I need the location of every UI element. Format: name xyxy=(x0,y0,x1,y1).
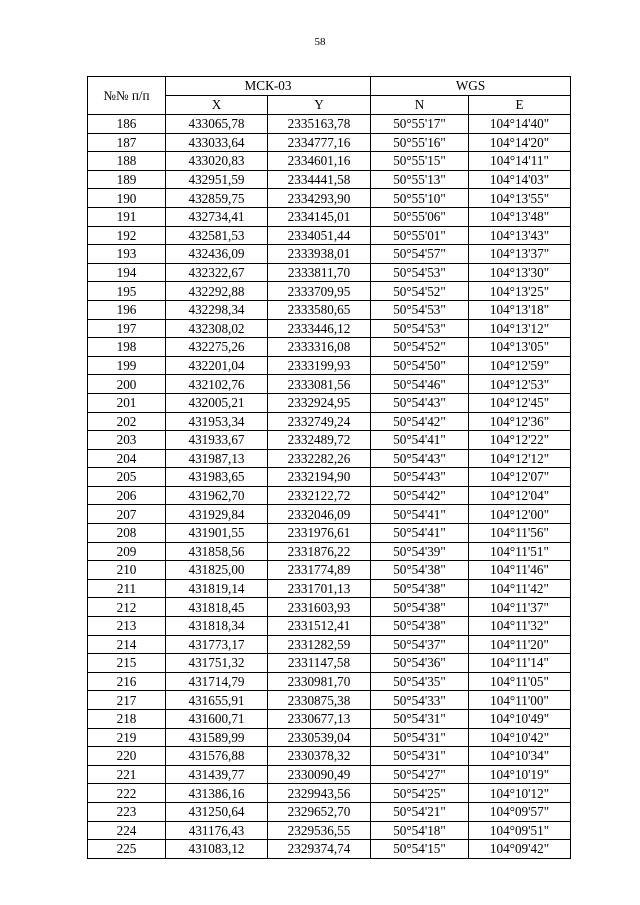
latitude-cell: 50°54'27" xyxy=(371,765,469,784)
longitude-cell: 104°14'20" xyxy=(469,133,571,152)
x-cell: 431250,64 xyxy=(166,802,268,821)
x-cell: 431714,79 xyxy=(166,672,268,691)
y-cell: 2331774,89 xyxy=(268,561,371,580)
table-row xyxy=(88,319,571,338)
table-row xyxy=(88,152,571,171)
x-cell: 432308,02 xyxy=(166,319,268,338)
y-cell: 2332194,90 xyxy=(268,468,371,487)
table-row xyxy=(88,115,571,134)
latitude-cell: 50°54'38" xyxy=(371,598,469,617)
point-number-cell: 219 xyxy=(88,728,166,747)
y-cell: 2331603,93 xyxy=(268,598,371,617)
longitude-cell: 104°13'30" xyxy=(469,263,571,282)
table-row xyxy=(88,226,571,245)
latitude-cell: 50°54'37" xyxy=(371,635,469,654)
y-cell: 2333081,56 xyxy=(268,375,371,394)
point-number-cell: 203 xyxy=(88,431,166,450)
x-cell: 431929,84 xyxy=(166,505,268,524)
x-cell: 431987,13 xyxy=(166,449,268,468)
latitude-cell: 50°54'50" xyxy=(371,356,469,375)
y-cell: 2335163,78 xyxy=(268,115,371,134)
longitude-cell: 104°13'12" xyxy=(469,319,571,338)
longitude-cell: 104°09'42" xyxy=(469,840,571,859)
x-cell: 431933,67 xyxy=(166,431,268,450)
y-cell: 2332749,24 xyxy=(268,412,371,431)
header-msk-group: МСК-03 xyxy=(166,77,371,96)
x-cell: 432102,76 xyxy=(166,375,268,394)
header-y: Y xyxy=(268,96,371,115)
longitude-cell: 104°14'03" xyxy=(469,170,571,189)
point-number-cell: 191 xyxy=(88,207,166,226)
y-cell: 2330875,38 xyxy=(268,691,371,710)
point-number-cell: 199 xyxy=(88,356,166,375)
latitude-cell: 50°54'43" xyxy=(371,449,469,468)
latitude-cell: 50°54'36" xyxy=(371,654,469,673)
point-number-cell: 210 xyxy=(88,561,166,580)
point-number-cell: 192 xyxy=(88,226,166,245)
y-cell: 2331876,22 xyxy=(268,542,371,561)
latitude-cell: 50°55'15" xyxy=(371,152,469,171)
latitude-cell: 50°54'52" xyxy=(371,338,469,357)
x-cell: 431818,45 xyxy=(166,598,268,617)
latitude-cell: 50°54'31" xyxy=(371,728,469,747)
y-cell: 2330981,70 xyxy=(268,672,371,691)
x-cell: 431386,16 xyxy=(166,784,268,803)
y-cell: 2333580,65 xyxy=(268,300,371,319)
table-row xyxy=(88,802,571,821)
point-number-cell: 217 xyxy=(88,691,166,710)
latitude-cell: 50°54'21" xyxy=(371,802,469,821)
longitude-cell: 104°11'14" xyxy=(469,654,571,673)
page-number: 58 xyxy=(314,36,326,48)
latitude-cell: 50°54'31" xyxy=(371,747,469,766)
longitude-cell: 104°11'37" xyxy=(469,598,571,617)
longitude-cell: 104°13'05" xyxy=(469,338,571,357)
latitude-cell: 50°55'06" xyxy=(371,207,469,226)
table-row xyxy=(88,375,571,394)
longitude-cell: 104°11'20" xyxy=(469,635,571,654)
point-number-cell: 222 xyxy=(88,784,166,803)
table-row xyxy=(88,338,571,357)
point-number-cell: 221 xyxy=(88,765,166,784)
longitude-cell: 104°13'37" xyxy=(469,245,571,264)
y-cell: 2329943,56 xyxy=(268,784,371,803)
x-cell: 431655,91 xyxy=(166,691,268,710)
longitude-cell: 104°09'57" xyxy=(469,802,571,821)
x-cell: 431953,34 xyxy=(166,412,268,431)
y-cell: 2330378,32 xyxy=(268,747,371,766)
table-row xyxy=(88,635,571,654)
y-cell: 2332489,72 xyxy=(268,431,371,450)
latitude-cell: 50°54'57" xyxy=(371,245,469,264)
longitude-cell: 104°11'51" xyxy=(469,542,571,561)
point-number-cell: 204 xyxy=(88,449,166,468)
table-row xyxy=(88,207,571,226)
table-row xyxy=(88,747,571,766)
table-row xyxy=(88,765,571,784)
table-row xyxy=(88,412,571,431)
x-cell: 431439,77 xyxy=(166,765,268,784)
x-cell: 432581,53 xyxy=(166,226,268,245)
table-row xyxy=(88,710,571,729)
header-n: N xyxy=(371,96,469,115)
point-number-cell: 190 xyxy=(88,189,166,208)
point-number-cell: 209 xyxy=(88,542,166,561)
longitude-cell: 104°10'12" xyxy=(469,784,571,803)
y-cell: 2333316,08 xyxy=(268,338,371,357)
x-cell: 431818,34 xyxy=(166,617,268,636)
latitude-cell: 50°54'42" xyxy=(371,412,469,431)
y-cell: 2334051,44 xyxy=(268,226,371,245)
point-number-cell: 196 xyxy=(88,300,166,319)
point-number-cell: 187 xyxy=(88,133,166,152)
x-cell: 432734,41 xyxy=(166,207,268,226)
point-number-cell: 205 xyxy=(88,468,166,487)
table-row xyxy=(88,189,571,208)
point-number-cell: 193 xyxy=(88,245,166,264)
longitude-cell: 104°11'42" xyxy=(469,579,571,598)
latitude-cell: 50°55'10" xyxy=(371,189,469,208)
latitude-cell: 50°55'17" xyxy=(371,115,469,134)
latitude-cell: 50°55'16" xyxy=(371,133,469,152)
point-number-cell: 202 xyxy=(88,412,166,431)
latitude-cell: 50°54'53" xyxy=(371,263,469,282)
point-number-cell: 211 xyxy=(88,579,166,598)
point-number-cell: 208 xyxy=(88,524,166,543)
longitude-cell: 104°11'00" xyxy=(469,691,571,710)
x-cell: 433065,78 xyxy=(166,115,268,134)
y-cell: 2329536,55 xyxy=(268,821,371,840)
table-row xyxy=(88,524,571,543)
table-row xyxy=(88,393,571,412)
point-number-cell: 197 xyxy=(88,319,166,338)
x-cell: 432859,75 xyxy=(166,189,268,208)
x-cell: 432322,67 xyxy=(166,263,268,282)
point-number-cell: 188 xyxy=(88,152,166,171)
point-number-cell: 220 xyxy=(88,747,166,766)
table-row xyxy=(88,579,571,598)
latitude-cell: 50°54'43" xyxy=(371,468,469,487)
latitude-cell: 50°54'33" xyxy=(371,691,469,710)
x-cell: 432292,88 xyxy=(166,282,268,301)
x-cell: 431983,65 xyxy=(166,468,268,487)
table-row xyxy=(88,728,571,747)
y-cell: 2332122,72 xyxy=(268,486,371,505)
header-wgs-group: WGS xyxy=(371,77,571,96)
x-cell: 432201,04 xyxy=(166,356,268,375)
longitude-cell: 104°12'36" xyxy=(469,412,571,431)
point-number-cell: 194 xyxy=(88,263,166,282)
point-number-cell: 218 xyxy=(88,710,166,729)
longitude-cell: 104°12'22" xyxy=(469,431,571,450)
longitude-cell: 104°11'32" xyxy=(469,617,571,636)
latitude-cell: 50°54'46" xyxy=(371,375,469,394)
longitude-cell: 104°09'51" xyxy=(469,821,571,840)
longitude-cell: 104°13'55" xyxy=(469,189,571,208)
y-cell: 2334601,16 xyxy=(268,152,371,171)
table-row xyxy=(88,170,571,189)
table-row xyxy=(88,505,571,524)
latitude-cell: 50°54'38" xyxy=(371,617,469,636)
longitude-cell: 104°13'43" xyxy=(469,226,571,245)
y-cell: 2333199,93 xyxy=(268,356,371,375)
x-cell: 431576,88 xyxy=(166,747,268,766)
table-body xyxy=(88,115,571,859)
y-cell: 2333811,70 xyxy=(268,263,371,282)
y-cell: 2331701,13 xyxy=(268,579,371,598)
longitude-cell: 104°11'46" xyxy=(469,561,571,580)
table-row xyxy=(88,821,571,840)
point-number-cell: 195 xyxy=(88,282,166,301)
table-row xyxy=(88,300,571,319)
longitude-cell: 104°13'18" xyxy=(469,300,571,319)
x-cell: 431825,00 xyxy=(166,561,268,580)
x-cell: 431962,70 xyxy=(166,486,268,505)
point-number-cell: 189 xyxy=(88,170,166,189)
table-row xyxy=(88,282,571,301)
point-number-cell: 212 xyxy=(88,598,166,617)
y-cell: 2332282,26 xyxy=(268,449,371,468)
table-header xyxy=(88,77,571,115)
x-cell: 431751,32 xyxy=(166,654,268,673)
latitude-cell: 50°54'53" xyxy=(371,319,469,338)
longitude-cell: 104°12'04" xyxy=(469,486,571,505)
table-row xyxy=(88,486,571,505)
latitude-cell: 50°54'41" xyxy=(371,505,469,524)
x-cell: 431600,71 xyxy=(166,710,268,729)
longitude-cell: 104°14'40" xyxy=(469,115,571,134)
y-cell: 2329652,70 xyxy=(268,802,371,821)
table-row xyxy=(88,263,571,282)
table-row xyxy=(88,468,571,487)
point-number-cell: 201 xyxy=(88,393,166,412)
x-cell: 433033,64 xyxy=(166,133,268,152)
point-number-cell: 200 xyxy=(88,375,166,394)
table-row xyxy=(88,449,571,468)
latitude-cell: 50°54'18" xyxy=(371,821,469,840)
latitude-cell: 50°54'35" xyxy=(371,672,469,691)
latitude-cell: 50°55'13" xyxy=(371,170,469,189)
y-cell: 2330539,04 xyxy=(268,728,371,747)
table-row xyxy=(88,840,571,859)
y-cell: 2332046,09 xyxy=(268,505,371,524)
latitude-cell: 50°54'25" xyxy=(371,784,469,803)
table-row xyxy=(88,784,571,803)
longitude-cell: 104°12'53" xyxy=(469,375,571,394)
longitude-cell: 104°12'45" xyxy=(469,393,571,412)
latitude-cell: 50°54'15" xyxy=(371,840,469,859)
point-number-cell: 198 xyxy=(88,338,166,357)
y-cell: 2334441,58 xyxy=(268,170,371,189)
point-number-cell: 214 xyxy=(88,635,166,654)
latitude-cell: 50°54'39" xyxy=(371,542,469,561)
longitude-cell: 104°12'59" xyxy=(469,356,571,375)
point-number-cell: 186 xyxy=(88,115,166,134)
longitude-cell: 104°14'11" xyxy=(469,152,571,171)
x-cell: 431176,43 xyxy=(166,821,268,840)
latitude-cell: 50°54'43" xyxy=(371,393,469,412)
x-cell: 432005,21 xyxy=(166,393,268,412)
table-row xyxy=(88,133,571,152)
longitude-cell: 104°12'12" xyxy=(469,449,571,468)
longitude-cell: 104°12'07" xyxy=(469,468,571,487)
table-row xyxy=(88,245,571,264)
y-cell: 2332924,95 xyxy=(268,393,371,412)
x-cell: 431589,99 xyxy=(166,728,268,747)
table-row xyxy=(88,617,571,636)
y-cell: 2333709,95 xyxy=(268,282,371,301)
y-cell: 2329374,74 xyxy=(268,840,371,859)
latitude-cell: 50°55'01" xyxy=(371,226,469,245)
y-cell: 2331282,59 xyxy=(268,635,371,654)
table-row xyxy=(88,654,571,673)
table-row xyxy=(88,431,571,450)
x-cell: 431773,17 xyxy=(166,635,268,654)
point-number-cell: 207 xyxy=(88,505,166,524)
y-cell: 2331976,61 xyxy=(268,524,371,543)
y-cell: 2334777,16 xyxy=(268,133,371,152)
longitude-cell: 104°13'48" xyxy=(469,207,571,226)
longitude-cell: 104°10'34" xyxy=(469,747,571,766)
point-number-cell: 213 xyxy=(88,617,166,636)
x-cell: 432951,59 xyxy=(166,170,268,189)
latitude-cell: 50°54'41" xyxy=(371,524,469,543)
y-cell: 2330090,49 xyxy=(268,765,371,784)
latitude-cell: 50°54'53" xyxy=(371,300,469,319)
latitude-cell: 50°54'52" xyxy=(371,282,469,301)
table-row xyxy=(88,561,571,580)
longitude-cell: 104°10'19" xyxy=(469,765,571,784)
x-cell: 431083,12 xyxy=(166,840,268,859)
point-number-cell: 223 xyxy=(88,802,166,821)
point-number-cell: 225 xyxy=(88,840,166,859)
longitude-cell: 104°11'05" xyxy=(469,672,571,691)
longitude-cell: 104°13'25" xyxy=(469,282,571,301)
latitude-cell: 50°54'42" xyxy=(371,486,469,505)
longitude-cell: 104°10'42" xyxy=(469,728,571,747)
latitude-cell: 50°54'31" xyxy=(371,710,469,729)
point-number-cell: 224 xyxy=(88,821,166,840)
table-row xyxy=(88,356,571,375)
latitude-cell: 50°54'38" xyxy=(371,579,469,598)
y-cell: 2334145,01 xyxy=(268,207,371,226)
y-cell: 2331147,58 xyxy=(268,654,371,673)
point-number-cell: 216 xyxy=(88,672,166,691)
longitude-cell: 104°12'00" xyxy=(469,505,571,524)
longitude-cell: 104°10'49" xyxy=(469,710,571,729)
x-cell: 432298,34 xyxy=(166,300,268,319)
y-cell: 2334293,90 xyxy=(268,189,371,208)
latitude-cell: 50°54'41" xyxy=(371,431,469,450)
x-cell: 432436,09 xyxy=(166,245,268,264)
x-cell: 433020,83 xyxy=(166,152,268,171)
y-cell: 2330677,13 xyxy=(268,710,371,729)
y-cell: 2333446,12 xyxy=(268,319,371,338)
point-number-cell: 206 xyxy=(88,486,166,505)
y-cell: 2331512,41 xyxy=(268,617,371,636)
point-number-cell: 215 xyxy=(88,654,166,673)
x-cell: 431858,56 xyxy=(166,542,268,561)
y-cell: 2333938,01 xyxy=(268,245,371,264)
x-cell: 431901,55 xyxy=(166,524,268,543)
coordinates-table xyxy=(87,76,571,859)
header-point-number: №№ п/п xyxy=(88,77,166,115)
longitude-cell: 104°11'56" xyxy=(469,524,571,543)
table-row xyxy=(88,542,571,561)
table-row xyxy=(88,672,571,691)
header-e: E xyxy=(469,96,571,115)
x-cell: 431819,14 xyxy=(166,579,268,598)
x-cell: 432275,26 xyxy=(166,338,268,357)
latitude-cell: 50°54'38" xyxy=(371,561,469,580)
table-row xyxy=(88,598,571,617)
table-row xyxy=(88,691,571,710)
header-x: X xyxy=(166,96,268,115)
